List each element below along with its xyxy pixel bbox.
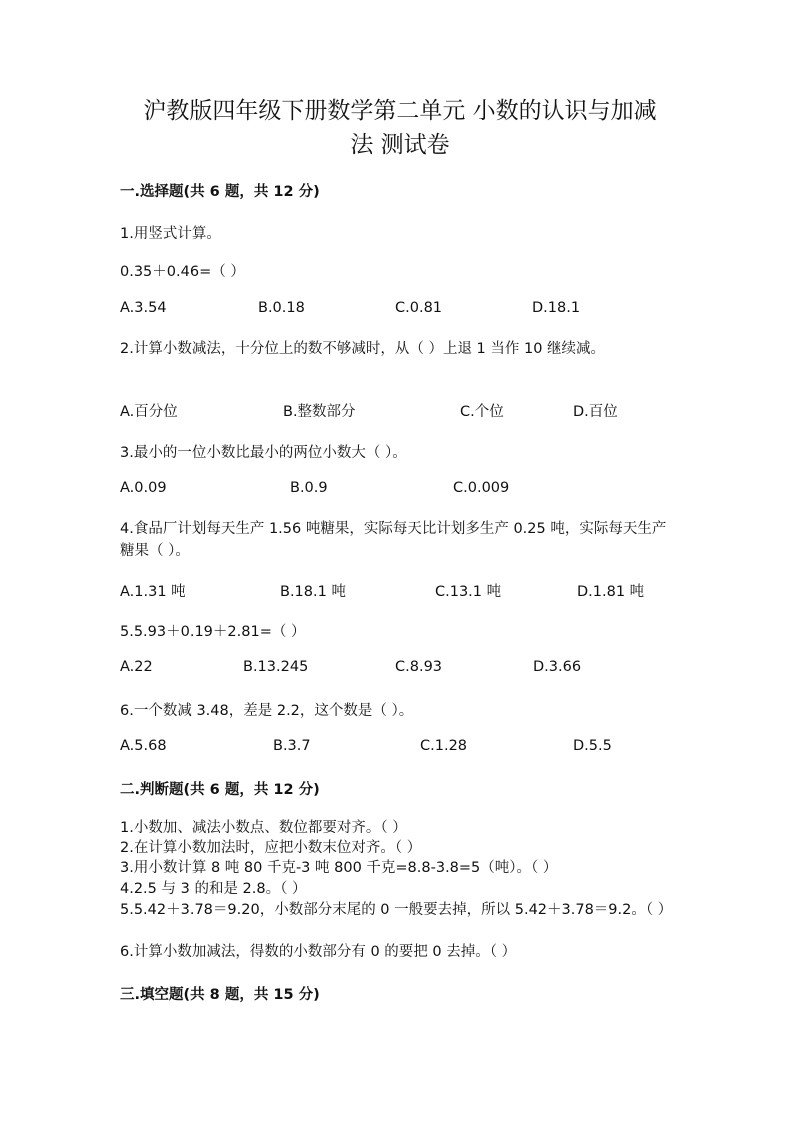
question-3-option-a: A.0.09	[120, 480, 167, 496]
question-4-option-b: B.18.1 吨	[280, 584, 346, 600]
judgment-item-1: 1.小数加、减法小数点、数位都要对齐。（ ）	[120, 820, 407, 836]
question-6-option-a: A.5.68	[120, 738, 167, 754]
question-4-option-a: A.1.31 吨	[120, 584, 186, 600]
question-5-option-b: B.13.245	[243, 659, 309, 675]
question-2-option-c: C.个位	[460, 404, 504, 420]
question-2-option-b: B.整数部分	[283, 404, 356, 420]
section-heading-choice: 一.选择题(共 6 题，共 12 分)	[120, 184, 320, 200]
question-3-stem: 3.最小的一位小数比最小的两位小数大（ ）。	[120, 445, 407, 461]
question-1-expression: 0.35＋0.46=（ ）	[120, 264, 245, 280]
question-2-option-d: D.百位	[573, 404, 618, 420]
judgment-item-4: 4.2.5 与 3 的和是 2.8。（ ）	[120, 881, 307, 897]
section-heading-fill-in: 三.填空题(共 8 题，共 15 分)	[120, 987, 320, 1003]
question-2-option-a: A.百分位	[120, 404, 178, 420]
title-line-2: 法 测试卷	[350, 132, 450, 158]
question-1-stem: 1.用竖式计算。	[120, 226, 221, 242]
page-title	[100, 94, 700, 162]
question-5-option-d: D.3.66	[533, 659, 582, 675]
question-5-option-c: C.8.93	[395, 659, 443, 675]
question-2-stem: 2.计算小数减法，十分位上的数不够减时，从（ ）上退 1 当作 10 继续减。	[120, 341, 606, 357]
question-1-option-c: C.0.81	[395, 300, 443, 316]
title-line-1: 沪教版四年级下册数学第二单元 小数的认识与加减	[143, 98, 657, 124]
judgment-item-3: 3.用小数计算 8 吨 80 千克-3 吨 800 千克=8.8-3.8=5（吨）。（ ）	[120, 860, 558, 876]
judgment-item-5: 5.5.42＋3.78＝9.20，小数部分末尾的 0 一般要去掉，所以 5.42＋3.78＝9.2。（ ）	[120, 902, 673, 918]
question-4-stem: 4.食品厂计划每天生产 1.56 吨糖果，实际每天比计划多生产 0.25 吨，实际每天生产糖果（ ）。	[120, 521, 667, 559]
question-6-stem: 6.一个数减 3.48，差是 2.2，这个数是（ ）。	[120, 703, 414, 719]
question-6-option-c: C.1.28	[420, 738, 468, 754]
question-4-option-d: D.1.81 吨	[577, 584, 645, 600]
question-5-stem: 5.5.93＋0.19＋2.81=（ ）	[120, 624, 306, 640]
question-1-option-b: B.0.18	[258, 300, 305, 316]
question-3-option-b: B.0.9	[290, 480, 328, 496]
question-3-option-c: C.0.009	[453, 480, 510, 496]
section-heading-judgment: 二.判断题(共 6 题，共 12 分)	[120, 782, 320, 798]
question-5-option-a: A.22	[120, 659, 153, 675]
question-4-option-c: C.13.1 吨	[435, 584, 502, 600]
judgment-item-6: 6.计算小数加减法，得数的小数部分有 0 的要把 0 去掉。（ ）	[120, 944, 517, 960]
question-1-option-d: D.18.1	[532, 300, 581, 316]
question-1-option-a: A.3.54	[120, 300, 167, 316]
judgment-item-2: 2.在计算小数加法时，应把小数末位对齐。（ ）	[120, 840, 422, 856]
question-6-option-d: D.5.5	[573, 738, 612, 754]
question-6-option-b: B.3.7	[273, 738, 311, 754]
